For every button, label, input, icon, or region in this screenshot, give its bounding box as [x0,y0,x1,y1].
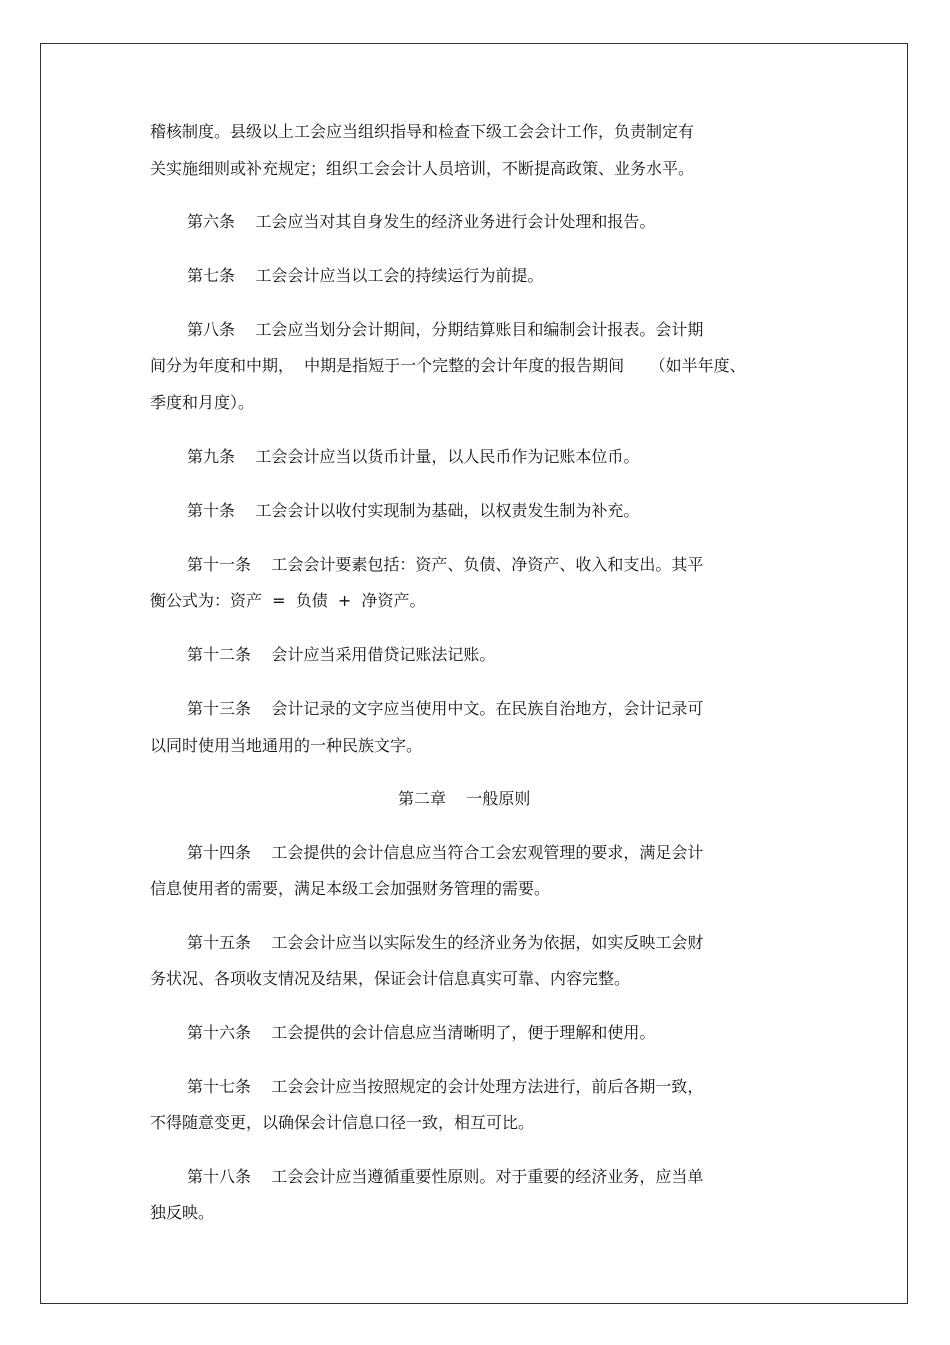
chapter-title: 第二章 一般原则 [398,789,531,808]
article-6-line-1: 第六条 工会应当对其自身发生的经济业务进行会计处理和报告。 [187,212,656,231]
article-17-line-1: 第十七条 工会会计应当按照规定的会计处理方法进行，前后各期一致， [187,1077,704,1096]
article-15-line-1: 第十五条 工会会计应当以实际发生的经济业务为依据，如实反映工会财 [187,933,704,952]
continuation-line-2: 关实施细则或补充规定；组织工会会计人员培训，不断提高政策、业务水平。 [150,159,695,178]
article-13-line-1: 第十三条 会计记录的文字应当使用中文。在民族自治地方，会计记录可 [187,699,704,718]
article-13-line-2: 以同时使用当地通用的一种民族文字。 [150,736,423,755]
article-15-line-2: 务状况、各项收支情况及结果，保证会计信息真实可靠、内容完整。 [150,969,631,988]
article-11-line-1: 第十一条 工会会计要素包括：资产、负债、净资产、收入和支出。其平 [187,555,704,574]
article-14-line-2: 信息使用者的需要，满足本级工会加强财务管理的需要。 [150,879,551,898]
article-8-line-3: 季度和月度）。 [150,393,255,412]
article-12-line-1: 第十二条 会计应当采用借贷记账法记账。 [187,645,496,664]
article-14-line-1: 第十四条 工会提供的会计信息应当符合工会宏观管理的要求，满足会计 [187,843,704,862]
article-16-line-1: 第十六条 工会提供的会计信息应当清晰明了，便于理解和使用。 [187,1023,656,1042]
article-18-line-2: 独反映。 [150,1203,215,1222]
continuation-line-1: 稽核制度。县级以上工会应当组织指导和检查下级工会会计工作，负责制定有 [150,122,695,141]
article-11-line-2: 衡公式为：资产 = 负债 + 净资产。 [150,591,426,610]
article-10-line-1: 第十条 工会会计以收付实现制为基础，以权责发生制为补充。 [187,501,640,520]
article-8-line-2: 间分为年度和中期， 中期是指短于一个完整的会计年度的报告期间 （如半年度、 [150,356,746,375]
article-17-line-2: 不得随意变更，以确保会计信息口径一致，相互可比。 [150,1113,535,1132]
article-8-line-1: 第八条 工会应当划分会计期间，分期结算账目和编制会计报表。会计期 [187,320,704,339]
article-7-line-1: 第七条 工会会计应当以工会的持续运行为前提。 [187,266,544,285]
article-18-line-1: 第十八条 工会会计应当遵循重要性原则。对于重要的经济业务，应当单 [187,1167,704,1186]
article-9-line-1: 第九条 工会会计应当以货币计量，以人民币作为记账本位币。 [187,447,640,466]
